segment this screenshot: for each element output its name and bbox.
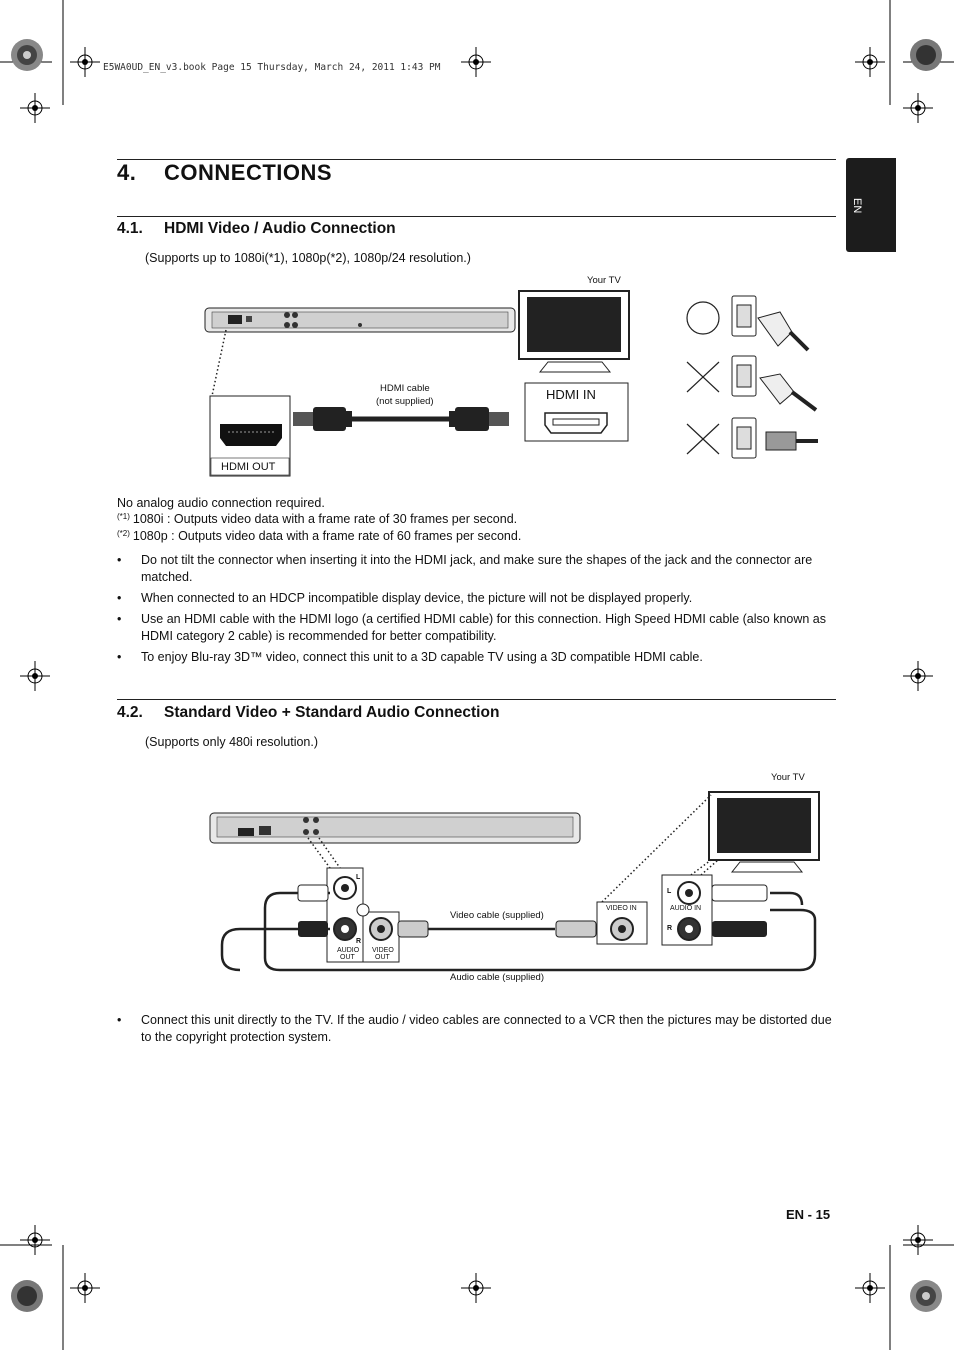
footnote-text-2: 1080p : Outputs video data with a frame rate of 60 frames per second.	[132, 529, 522, 543]
unit-r-label: R	[356, 938, 362, 945]
no-analog-note: No analog audio connection required.	[117, 496, 325, 510]
audio-out-label-1: AUDIO	[337, 947, 360, 954]
footnote-mark-1: (*1)	[117, 512, 130, 521]
hdmi-note-text: When connected to an HDCP incompatible display device, the picture will not be displayed properly.	[141, 591, 693, 605]
player-unit-2	[210, 813, 580, 843]
page-number: EN - 15	[786, 1207, 831, 1222]
section1-supports: (Supports up to 1080i(*1), 1080p(*2), 1080p/24 resolution.)	[145, 251, 471, 265]
hdmi-your-tv-label: Your TV	[587, 275, 621, 286]
hdmi-note-text: To enjoy Blu-ray 3D™ video, connect this unit to a 3D capable TV using a 3D compatible HDMI cable.	[141, 650, 703, 664]
hdmi-not-supplied-label: (not supplied)	[376, 396, 434, 407]
section2-title: Standard Video + Standard Audio Connection	[164, 704, 500, 721]
section1-title: HDMI Video / Audio Connection	[164, 220, 396, 237]
hdmi-note-item: • When connected to an HDCP incompatible display device, the picture will not be displayed properly.	[117, 591, 693, 605]
section2-number: 4.2.	[117, 704, 143, 721]
unit-l-label: L	[356, 874, 361, 881]
audio-in-label: AUDIO IN	[670, 905, 702, 912]
av-your-tv-label: Your TV	[771, 772, 805, 783]
av-notes-list	[117, 1012, 837, 1050]
audio-cable-label: Audio cable (supplied)	[450, 972, 545, 983]
hdmi-note-text: Use an HDMI cable with the HDMI logo (a certified HDMI cable) for this connection. High Speed HDMI cable (also known as HDMI category 2 cable) is recommended for better compatibility.	[141, 612, 827, 643]
audio-out-label-2: OUT	[340, 954, 355, 961]
av-note-item: • Connect this unit directly to the TV. If the audio / video cables are connected to a VCR then the pictures may be distorted due to the copyright protection system.	[117, 1013, 832, 1044]
tv-set-2	[709, 792, 819, 872]
book-info-line: E5WA0UD_EN_v3.book Page 15 Thursday, March 24, 2011 1:43 PM	[103, 62, 441, 73]
chapter-title: CONNECTIONS	[164, 160, 333, 185]
chapter-number: 4.	[117, 160, 137, 185]
footnote-mark-2: (*2)	[117, 529, 130, 538]
video-in-label: VIDEO IN	[606, 905, 637, 912]
hdmi-in-label: HDMI IN	[546, 387, 596, 402]
footnote-text-1: 1080i : Outputs video data with a frame rate of 30 frames per second.	[132, 512, 518, 526]
hdmi-out-label: HDMI OUT	[221, 461, 276, 473]
av-note-text: Connect this unit directly to the TV. If the audio / video cables are connected to a VCR then the pictures may be distorted due to the copyright protection system.	[141, 1013, 832, 1044]
section1-number: 4.1.	[117, 220, 143, 237]
video-out-label-1: VIDEO	[372, 947, 394, 954]
hdmi-cable-label: HDMI cable	[380, 383, 430, 394]
tv-r-label: R	[667, 925, 673, 932]
hdmi-note-item: • Use an HDMI cable with the HDMI logo (a certified HDMI cable) for this connection. High Speed HDMI cable (also known as HDMI category 2 cable) is recommended for better compatibility.	[117, 612, 827, 643]
hdmi-note-item: • To enjoy Blu-ray 3D™ video, connect this unit to a 3D capable TV using a 3D compatible HDMI cable.	[117, 650, 703, 664]
hdmi-note-text: Do not tilt the connector when inserting it into the HDMI jack, and make sure the shapes of the jack and the connector are matched.	[141, 553, 813, 584]
tv-l-label: L	[667, 888, 672, 895]
video-cable-label: Video cable (supplied)	[450, 910, 544, 921]
language-tab-label: EN	[851, 198, 863, 214]
section2-supports: (Supports only 480i resolution.)	[145, 735, 319, 749]
video-out-label-2: OUT	[375, 954, 390, 961]
hdmi-note-item: • Do not tilt the connector when inserting it into the HDMI jack, and make sure the shapes of the jack and the connector are matched.	[117, 553, 813, 584]
